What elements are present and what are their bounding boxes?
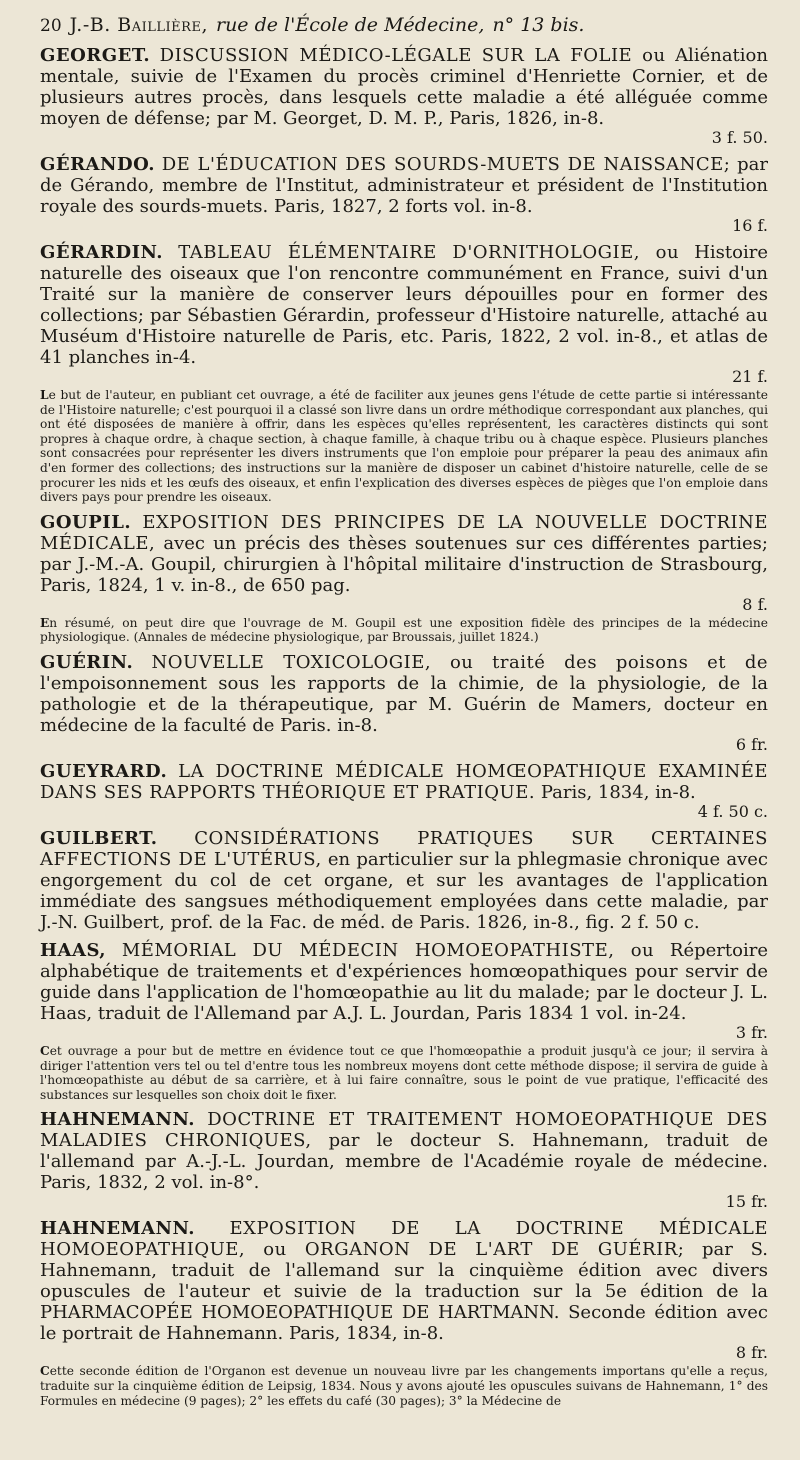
entry-body: Paris, 1834, in-8. — [540, 781, 696, 803]
entry-body: Aliénation mentale, suivie de l'Examen du procès criminel d'Henriette Cornier, et de plusieurs autres procès, dans lesquels cette maladie a été alléguée comme moyen de défense; par M. Georget, D. M. P., Paris, 1826, in-8. — [40, 45, 768, 129]
entry-price: 4 f. 50 c. — [697, 801, 768, 821]
entry-author: GOUPIL. — [40, 511, 132, 533]
catalogue-entry-hahnemann-chroniques — [40, 1109, 768, 1211]
entry-title: CONSIDÉRATIONS PRATIQUES SUR CERTAINES AFFECTIONS DE L'UTÉRUS, — [40, 827, 768, 870]
catalogue-entry-haas — [40, 940, 768, 1102]
entry-title: DISCUSSION MÉDICO-LÉGALE SUR LA FOLIE ou — [159, 45, 666, 66]
catalogue-entry-gerando — [40, 154, 768, 235]
entry-title: DOCTRINE ET TRAITEMENT HOMOEOPATHIQUE DES MALADIES CHRONIQUES, — [40, 1109, 768, 1152]
publisher-address: rue de l'École de Médecine, — [215, 14, 485, 36]
entry-title: EXPOSITION DES PRINCIPES DE LA NOUVELLE DOCTRINE MÉDICALE, — [40, 511, 768, 554]
entry-author: GUILBERT. — [40, 827, 158, 849]
catalogue-entry-guilbert — [40, 828, 768, 933]
entry-price: 3 f. 50. — [711, 128, 768, 147]
entry-note: Cette seconde édition de l'Organon est devenue un nouveau livre par les changements importans qu'elle a reçus, traduite sur la cinquième édition de Leipsig, 1834. Nous y avons ajouté les opuscules suivans de Hahnemann, 1° des Formules en médecine (9 pages); 2° les effets du café (30 pages); 3° la Médecine de — [40, 1364, 768, 1408]
entry-title: NOUVELLE TOXICOLOGIE, ou traité des poisons et de — [151, 651, 768, 673]
entry-price: 8 f. — [742, 594, 768, 614]
entry-body: en particulier sur la phlegmasie chronique avec engorgement du col de cet organe, et sur les avantages de l'application immédiate des sangsues méthodiquement employées dans cette maladie, par J.-N. Guilbert, prof. de la Fac. de méd. de Paris. 1826, in-8., fig. 2 f. 50 c. — [40, 848, 768, 933]
entry-body: par le docteur S. Hahnemann, traduit de l'allemand par A.-J.-L. Jourdan, membre de l'Académie royale de médecine. Paris, 1832, 2 vol. in-8°. — [40, 1130, 768, 1194]
entry-author: HAHNEMANN. — [40, 1109, 196, 1131]
entry-body: avec un précis des thèses soutenues sur ces différentes parties; par J.-M.-A. Goupil, chirurgien à l'hôpital militaire d'instruction de Strasbourg, Paris, 1824, 1 v. in-8., de 650 pag. — [40, 532, 768, 596]
entry-body: par de Gérando, membre de l'Institut, administrateur et président de l'Institution royale des sourds-muets. Paris, 1827, 2 forts vol. in-8. — [40, 154, 768, 217]
catalogue-entry-georget — [40, 45, 768, 147]
entry-note: Le but de l'auteur, en publiant cet ouvrage, a été de faciliter aux jeunes gens l'étude de cette partie si intéressante de l'Histoire naturelle; c'est pourquoi il a classé son livre dans un ordre méthodique correspondant aux planches, qui ont été disposées de manière à offrir, dans les espèces qu'elles représentent, les caractères distincts qui sont propres à chaque ordre, à chaque section, à chaque famille, à chaque tribu ou à chaque espèce. Plusieurs planches sont consacrées pour représenter les divers instruments que l'on emploie pour préparer la peau des animaux afin d'en former des collections; des instructions sur la manière de disposer un cabinet d'histoire naturelle, celle de se procurer les nids et les œufs des oiseaux, et enfin l'explication des diverses espèces de pièges que l'on emploie dans divers pays pour prendre les oiseaux. — [40, 388, 768, 505]
entry-author: HAAS, — [40, 939, 107, 961]
entry-author: GÉRARDIN. — [40, 242, 164, 263]
entry-author: GUÉRIN. — [40, 651, 134, 673]
entry-body: par S. Hahnemann, traduit de l'allemand sur la cinquième édition avec divers opuscules de l'auteur et suivie de la traduction sur la 5e édition de la PHARMACOPÉE HOMOEOPATHIQUE DE HARTMANN. Seconde édition avec le portrait de Hahnemann. Paris, 1834, in-8. — [40, 1239, 768, 1345]
catalogue-entry-hahnemann-organon — [40, 1218, 768, 1408]
entry-title: DE L'ÉDUCATION DES SOURDS-MUETS DE NAISSANCE; — [161, 154, 731, 175]
street-number: n° 13 bis. — [492, 14, 585, 36]
entry-title: TABLEAU ÉLÉMENTAIRE D'ORNITHOLOGIE, ou — [178, 242, 680, 263]
page-number: 20 — [40, 16, 62, 36]
running-head — [40, 14, 768, 38]
entry-body: l'empoisonnement sous les rapports de la chimie, de la physiologie, de la pathologie et de la thérapeutique, par M. Guérin de Mamers, docteur en médecine de la faculté de Paris. in-8. — [40, 672, 768, 736]
entry-title: LA DOCTRINE MÉDICALE HOMŒOPATHIQUE EXAMINÉE DANS SES RAPPORTS THÉORIQUE ET PRATIQUE. — [40, 760, 768, 803]
catalogue-entry-guerin — [40, 652, 768, 754]
entry-price: 15 fr. — [725, 1192, 768, 1212]
entry-note: En résumé, on peut dire que l'ouvrage de M. Goupil est une exposition fidèle des principes de la médecine physiologique. (Annales de médecine physiologique, par Broussais, juillet 1824.) — [40, 615, 768, 645]
entry-author: HAHNEMANN. — [40, 1218, 196, 1240]
entry-author: GEORGET. — [40, 45, 151, 66]
entry-title: EXPOSITION DE LA DOCTRINE MÉDICALE HOMOEOPATHIQUE, ou ORGANON DE L'ART DE GUÉRIR; — [40, 1218, 768, 1261]
entry-note: Cet ouvrage a pour but de mettre en évidence tout ce que l'homœopathie a produit jusqu'à ce jour; il servira à diriger l'attention vers tel ou tel d'entre tous les nombreux moyens dont cette méthode dispose; il servira de guide à l'homœopathiste au début de sa carrière, et à lui faire connaître, sous le point de vue pratique, l'efficacité des substances sur lesquelles son choix doit le fixer. — [40, 1043, 768, 1102]
entry-price: 8 fr. — [735, 1343, 768, 1363]
catalogue-entry-gueyrard — [40, 761, 768, 821]
entry-price: 6 fr. — [735, 734, 768, 754]
entry-body: Histoire naturelle des oiseaux que l'on rencontre communément en France, suivi d'un Traité sur la manière de conserver leurs dépouilles pour en former des collections; par Sébastien Gérardin, professeur d'Histoire naturelle, attaché au Muséum d'Histoire naturelle de Paris, etc. Paris, 1822, 2 vol. in-8., et atlas de 41 planches in-4. — [40, 242, 768, 368]
entry-title: MÉMORIAL DU MÉDECIN HOMOEOPATHISTE, ou — [121, 939, 655, 961]
entry-price: 3 fr. — [735, 1022, 768, 1042]
entry-body: Répertoire alphabétique de traitements et d'expériences homœopathiques pour servir de guide dans l'application de l'homœopathie au lit du malade; par le docteur J. L. Haas, traduit de l'Allemand par A.J. L. Jourdan, Paris 1834 1 vol. in-24. — [40, 939, 768, 1024]
publisher-name: J.-B. Baillière, — [69, 14, 208, 36]
catalogue-entry-gerardin — [40, 242, 768, 505]
entry-author: GUEYRARD. — [40, 760, 168, 782]
entry-price: 16 f. — [732, 216, 768, 235]
entry-author: GÉRANDO. — [40, 154, 155, 175]
catalogue-entry-goupil — [40, 512, 768, 645]
entry-price: 21 f. — [732, 367, 768, 386]
